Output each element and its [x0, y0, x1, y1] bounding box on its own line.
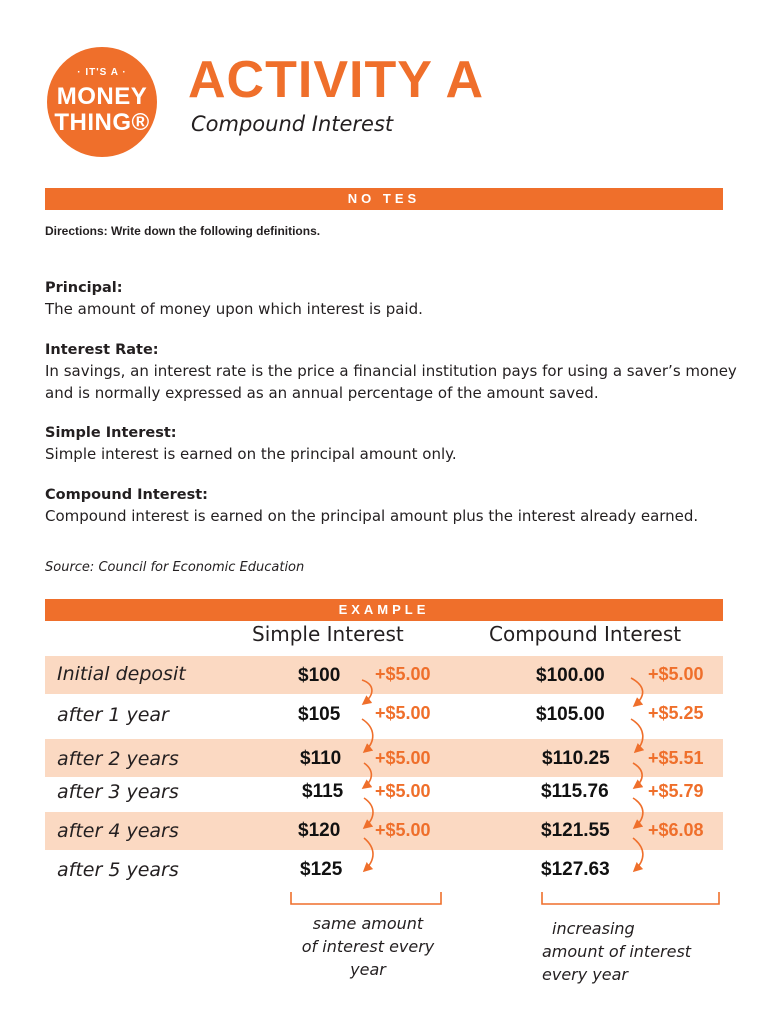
- simple-amount: $110: [300, 748, 342, 769]
- simple-amount: $115: [302, 781, 344, 802]
- compound-increment: +$6.08: [648, 820, 704, 840]
- simple-arrow-1: [362, 680, 372, 704]
- logo-line-1: · IT'S A ·: [77, 67, 127, 78]
- compound-arrow-1: [631, 678, 643, 706]
- compound-amount: $127.63: [541, 859, 610, 880]
- note-simple-line-2: of interest every year: [301, 937, 435, 979]
- col-header-simple: Simple Interest: [252, 622, 404, 646]
- def-interest-rate: In savings, an interest rate is the price a financial institution pays for using a saver’s money and is normally expressed as an annual percentage of the amount saved.: [45, 362, 737, 402]
- row-label: after 5 years: [57, 859, 179, 881]
- compound-increment: +$5.51: [648, 748, 704, 768]
- directions-text: Directions: Write down the following definitions.: [45, 224, 321, 238]
- simple-amount: $105: [298, 704, 341, 725]
- logo-line-3: THING®: [54, 109, 150, 136]
- compound-amount: $110.25: [542, 748, 610, 769]
- row-label: after 1 year: [57, 704, 169, 726]
- simple-arrow-5: [364, 838, 373, 871]
- page-subtitle: Compound Interest: [191, 112, 394, 136]
- compound-increment: +$5.00: [648, 664, 704, 684]
- row-label: after 4 years: [57, 820, 179, 842]
- notes-bar: NO TES: [45, 188, 723, 210]
- term-compound-interest: Compound Interest:: [45, 487, 208, 503]
- compound-bracket: [542, 892, 719, 904]
- compound-amount: $105.00: [536, 704, 605, 725]
- term-simple-interest: Simple Interest:: [45, 425, 177, 441]
- simple-arrow-3: [363, 763, 371, 788]
- note-compound-line-3: every year: [542, 965, 628, 984]
- compound-amount: $100.00: [536, 665, 605, 686]
- simple-increment: +$5.00: [375, 748, 431, 768]
- simple-arrow-2: [362, 719, 373, 752]
- note-simple: [283, 912, 453, 981]
- example-bar: EXAMPLE: [45, 599, 723, 621]
- simple-arrow-4: [364, 798, 373, 828]
- note-compound: [542, 917, 742, 986]
- def-compound-interest: Compound interest is earned on the principal amount plus the interest already earned.: [45, 507, 699, 525]
- simple-bracket: [291, 892, 441, 904]
- logo-line-2: MONEY: [56, 83, 148, 110]
- note-simple-line-1: same amount: [312, 914, 424, 933]
- simple-increment: +$5.00: [375, 664, 431, 684]
- source-text: Source: Council for Economic Education: [45, 560, 305, 575]
- def-simple-interest: Simple interest is earned on the principal amount only.: [45, 445, 457, 463]
- page-title: ACTIVITY A: [188, 51, 485, 109]
- compound-arrow-4: [633, 798, 643, 828]
- compound-arrow-5: [633, 838, 643, 871]
- simple-amount: $125: [300, 859, 343, 880]
- simple-amount: $120: [298, 820, 341, 841]
- simple-increment: +$5.00: [375, 703, 431, 723]
- note-compound-line-2: amount of interest: [542, 942, 692, 961]
- compound-increment: +$5.25: [648, 703, 704, 723]
- compound-amount: $121.55: [541, 820, 610, 841]
- compound-arrow-2: [631, 719, 643, 752]
- simple-amount: $100: [298, 665, 341, 686]
- col-header-compound: Compound Interest: [489, 622, 682, 646]
- term-interest-rate: Interest Rate:: [45, 342, 159, 358]
- compound-arrow-3: [633, 763, 642, 788]
- def-principal: The amount of money upon which interest is paid.: [45, 300, 423, 318]
- term-principal: Principal:: [45, 280, 123, 296]
- simple-increment: +$5.00: [375, 781, 431, 801]
- note-compound-line-1: increasing: [552, 919, 635, 938]
- row-label: after 3 years: [57, 781, 179, 803]
- simple-increment: +$5.00: [375, 820, 431, 840]
- row-label: Initial deposit: [57, 663, 186, 685]
- row-label: after 2 years: [57, 748, 179, 770]
- compound-increment: +$5.79: [648, 781, 704, 801]
- compound-amount: $115.76: [541, 781, 609, 802]
